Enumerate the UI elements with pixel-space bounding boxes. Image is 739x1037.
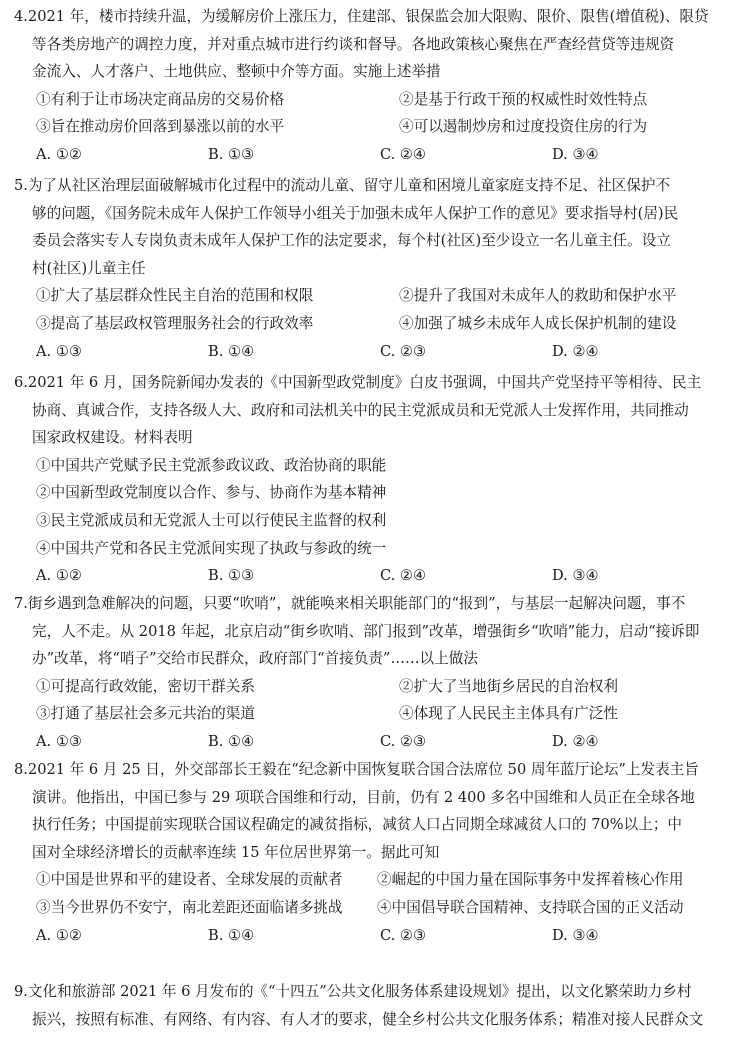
stem-line: 4.2021 年，楼市持续升温，为缓解房价上涨压力，住建部、银保监会加大限购、限价、限售(增值税)、限贷	[14, 8, 709, 25]
choice-b: B. ①④	[208, 732, 255, 750]
choice-c: C. ②④	[380, 145, 427, 163]
stem-line: 8.2021 年 6 月 25 日，外交部部长王毅在“纪念新中国恢复联合国合法席位 50 周年蓝厅论坛”上发表主旨	[14, 761, 699, 778]
stem-line: 7.街乡遇到急难解决的问题，只要“吹哨”，就能唤来相关职能部门的“报到”，与基层一起解决问题，事不	[14, 595, 686, 612]
option-2: ②中国新型政党制度以合作、参与、协商作为基本精神	[36, 484, 387, 502]
option-row	[14, 282, 726, 310]
option-row	[14, 673, 726, 701]
option-1: ①扩大了基层群众性民主自治的范围和权限	[36, 287, 314, 305]
answer-choices	[14, 141, 726, 169]
choice-a: A. ①②	[36, 567, 82, 585]
stem-line: 等各类房地产的调控力度，并对重点城市进行约谈和督导。各地政策核心聚焦在严查经营贷等违规资	[32, 35, 675, 53]
option-3: ③当今世界仍不安宁，南北差距还面临诸多挑战	[36, 898, 343, 916]
stem-line: 村(社区)儿童主任	[32, 259, 146, 277]
option-4: ④可以遏制炒房和过度投资住房的行为	[399, 118, 648, 136]
option-2: ②提升了我国对未成年人的救助和保护水平	[399, 287, 677, 305]
option-row	[14, 113, 726, 141]
option-4: ④中国倡导联合国精神、支持联合国的正义活动	[377, 898, 684, 916]
choice-c: C. ②④	[380, 567, 427, 585]
question-7	[14, 590, 726, 756]
question-stem	[14, 3, 726, 86]
question-8	[14, 756, 726, 949]
option-3: ③民主党派成员和无党派人士可以行使民主监督的权利	[36, 511, 387, 529]
option-row	[14, 700, 726, 728]
option-1: ①中国共产党赋予民主党派参政议政、政治协商的职能	[36, 456, 387, 474]
stem-line: 5.为了从社区治理层面破解城市化过程中的流动儿童、留守儿童和困境儿童家庭支持不足、社区保护不	[14, 177, 671, 194]
question-stem	[14, 978, 726, 1033]
question-4	[14, 3, 726, 169]
stem-line: 金流入、人才落户、土地供应、整顿中介等方面。实施上述举措	[32, 63, 441, 81]
stem-line: 9.文化和旅游部 2021 年 6 月发布的《“十四五”公共文化服务体系建设规划》提出，以文化繁荣助力乡村	[14, 983, 692, 1000]
answer-choices	[14, 338, 726, 366]
stem-line: 国家政权建设。材料表明	[32, 429, 193, 447]
stem-line: 振兴，按照有标准、有网络、有内容、有人才的要求，健全乡村公共文化服务体系；精准对接人民群众文	[32, 1010, 704, 1028]
option-2: ②崛起的中国力量在国际事务中发挥着核心作用	[377, 871, 684, 889]
choice-b: B. ①④	[208, 342, 255, 360]
question-stem	[14, 756, 726, 866]
choice-b: B. ①③	[208, 567, 255, 585]
choice-d: D. ③④	[552, 145, 599, 163]
question-9	[14, 978, 726, 1033]
option-1: ①可提高行政效能，密切干群关系	[36, 677, 255, 695]
stem-line: 委员会落实专人专岗负责未成年人保护工作的法定要求，每个村(社区)至少设立一名儿童主任。设立	[32, 232, 671, 250]
option-2: ②是基于行政干预的权威性时效性特点	[399, 90, 648, 108]
choice-a: A. ①②	[36, 926, 82, 944]
choice-b: B. ①③	[208, 145, 255, 163]
choice-a: A. ①②	[36, 145, 82, 163]
choice-c: C. ②③	[380, 342, 427, 360]
stem-line: 国对全球经济增长的贡献率连续 15 年位居世界第一。据此可知	[32, 843, 440, 861]
question-6	[14, 369, 726, 590]
question-stem	[14, 590, 726, 673]
question-stem	[14, 172, 726, 282]
choice-a: A. ①③	[36, 732, 82, 750]
choice-d: D. ③④	[552, 567, 599, 585]
option-2: ②扩大了当地街乡居民的自治权利	[399, 677, 618, 695]
question-stem	[14, 369, 726, 452]
option-1: ①中国是世界和平的建设者、全球发展的贡献者	[36, 871, 343, 889]
answer-choices	[14, 728, 726, 756]
option-4: ④体现了人民民主主体具有广泛性	[399, 705, 618, 723]
option-4: ④中国共产党和各民主党派间实现了执政与参政的统一	[36, 539, 387, 557]
stem-line: 够的问题，《国务院未成年人保护工作领导小组关于加强未成年人保护工作的意见》要求指导村(居)民	[32, 204, 679, 222]
option-4: ④加强了城乡未成年人成长保护机制的建设	[399, 314, 677, 332]
option-3: ③旨在推动房价回落到暴涨以前的水平	[36, 118, 285, 136]
question-5	[14, 172, 726, 365]
stem-line: 6.2021 年 6 月，国务院新闻办发表的《中国新型政党制度》白皮书强调，中国共产党坚持平等相待、民主	[14, 374, 702, 391]
option-3: ③打通了基层社会多元共治的渠道	[36, 705, 255, 723]
option-3: ③提高了基层政权管理服务社会的行政效率	[36, 314, 314, 332]
choice-d: D. ②④	[552, 342, 599, 360]
option-row	[14, 86, 726, 114]
choice-c: C. ②③	[380, 732, 427, 750]
choice-a: A. ①③	[36, 342, 82, 360]
choice-d: D. ②④	[552, 732, 599, 750]
choice-c: C. ②③	[380, 926, 427, 944]
choice-d: D. ③④	[552, 926, 599, 944]
stem-line: 协商、真诚合作，支持各级人大、政府和司法机关中的民主党派成员和无党派人士发挥作用，共同推动	[32, 401, 689, 419]
option-1: ①有利于让市场决定商品房的交易价格	[36, 90, 285, 108]
option-row	[14, 894, 726, 922]
choice-b: B. ①④	[208, 926, 255, 944]
stem-line: 完，人不走。从 2018 年起，北京启动“街乡吹哨、部门报到”改革，增强街乡“吹哨”能力，启动“接诉即	[32, 622, 700, 640]
stem-line: 演讲。他指出，中国已参与 29 项联合国维和行动，目前，仍有 2 400 多名中国维和人员正在全球各地	[32, 788, 695, 806]
option-row	[14, 866, 726, 894]
stem-line: 办”改革，将“哨子”交给市民群众，政府部门“首接负责”……以上做法	[32, 650, 478, 668]
stem-line: 执行任务；中国提前实现联合国议程确定的减贫指标，减贫人口占同期全球减贫人口的 70%以上；中	[32, 816, 683, 834]
answer-choices	[14, 562, 726, 590]
answer-choices	[14, 922, 726, 950]
option-row	[14, 310, 726, 338]
